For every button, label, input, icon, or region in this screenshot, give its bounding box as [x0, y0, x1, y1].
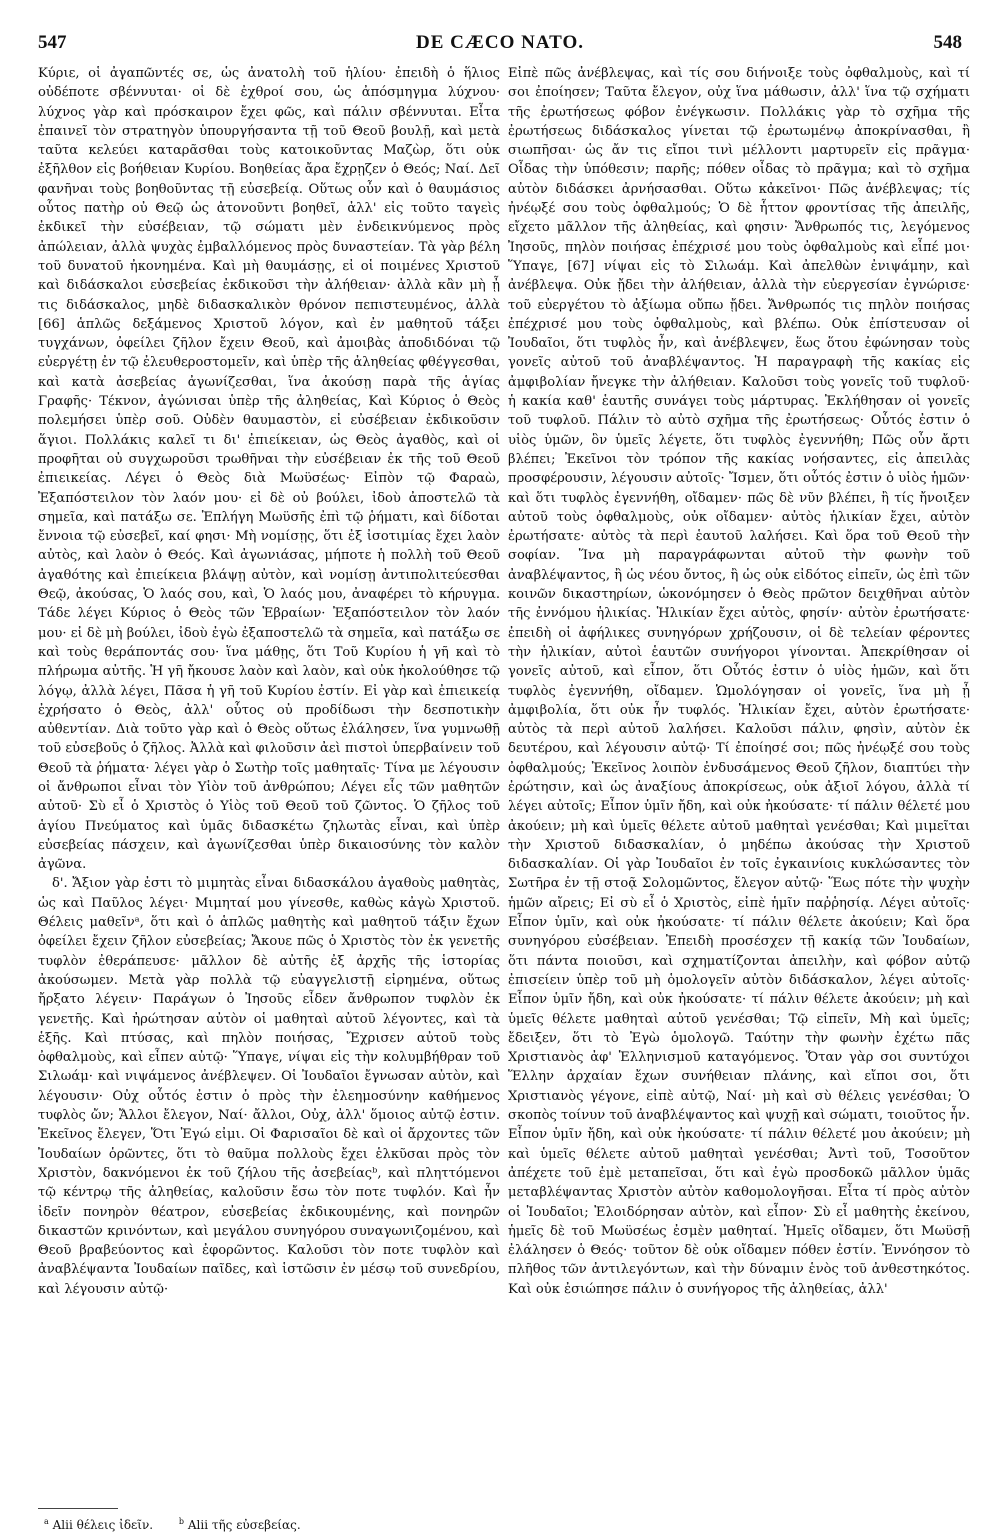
page-number-left: 547: [38, 32, 67, 53]
footnote-rule: [38, 1508, 118, 1509]
paragraph: Κύριε, οἱ ἀγαπῶντές σε, ὡς ἀνατολὴ τοῦ ἡλίου· ἐπειδὴ ὁ ἥλιος οὐδέποτε σβέννυται· οἱ δὲ ἐχθροί σου, ὡς ἀπόσμηγμα λύχνου· λύχνος γὰρ καὶ πρόσκαιρον ἔχει φῶς, καὶ πάλιν σβέννυται. Εἶτα ἐπαινεῖ τὸν στρατηγὸν ὑπουργήσαντα τῇ τοῦ Θεοῦ βουλῇ, καὶ μετὰ ταῦτα κελεύει καταρᾶσθαι τοὺς κατοικοῦντας Μαζὼρ, ὅτι οὐκ ἐξῆλθον εἰς βοήθειαν Κυρίου. Βοηθείας ἄρα ἔχρῃζεν ὁ Θεός; Ναί. Δεῖ φανῆναι τοὺς βοηθοῦντας τῇ εὐσεβείᾳ. Οὕτως οὖν καὶ ὁ θαυμάσιος οὗτος πατὴρ οὐ Θεῷ ὡς ἀτονοῦντι βοηθεῖ, ἀλλ' εἰς τοῦτο ταγεὶς ἐκδικεῖ τὴν εὐσέβειαν, τῷ σώματι μὲν ἐνδεικνύμενος πρὸς ἀπώλειαν, ἀλλὰ ψυχὰς ἐμβαλλόμενος πρὸς δυναστείαν. Τὰ γὰρ βέλη τοῦ δυνατοῦ ἠκονημένα. Καὶ μὴ θαυμάσῃς, εἰ οἱ ποιμένες Χριστοῦ καὶ διδάσκαλοι εὐσεβείας ἐκδικοῦσι τὴν ἀλήθειαν· ἀλλὰ κἂν μὴ ᾖ τις διδάσκαλος, μηδὲ διδασκαλικὸν θρόνον πεπιστευμένος, ἀλλὰ [66] ἁπλῶς δεξάμενος Χριστοῦ λόγον, καὶ ἐν μαθητοῦ τάξει τυγχάνων, ὀφείλει ζῆλον ἔχειν Θεοῦ, καὶ ἀμοιβὰς ἀποδιδόναι τῷ εὐεργέτῃ ἐν τῷ ἐλευθεροστομεῖν, καὶ ὑπὲρ τῆς ἀληθείας φθέγγεσθαι, καὶ κατὰ ἀσεβείας ἀγωνίζεσθαι, ἵνα ἀκούσῃ παρὰ τῆς ἁγίας Γραφῆς· Τέκνον, ἀγώνισαι ὑπὲρ τῆς ἀληθείας, Καὶ Κύριος ὁ Θεὸς πολεμήσει ὑπὲρ σοῦ. Οὐδὲν θαυμαστὸν, εἰ εὐσέβειαν ἐκδικοῦσιν ἅγιοι. Πολλάκις καλεῖ τι δι' ἐπιείκειαν, ὡς Θεὸς ἀγαθὸς, καὶ οἱ προφῆται οὐ συγχωροῦσι τρωθῆναι τὴν εὐσέβειαν ἐκ τῆς τοῦ Θεοῦ ἐπιεικείας. Λέγει ὁ Θεὸς διὰ Μωϋσέως· Εἰπὸν τῷ Φαραὼ, Ἐξαπόστειλον τὸν λαόν μου· εἰ δὲ οὐ βούλει, ἰδοὺ ἀποστελῶ τὰ σημεῖα, καὶ πατάξω σε. Ἐπλήγη Μωϋσῆς ἐπὶ τῷ ῥήματι, καὶ δίδοται ἔννοια τῷ εὐσεβεῖ, καί φησι· Μὴ νομίσῃς, ὅτι ἐξ ἰσοτιμίας ἔχει λαὸν αὐτὸς, καὶ λαὸν ὁ Θεός. Καὶ ἀγωνιάσας, μήποτε ἡ πολλὴ τοῦ Θεοῦ ἀγαθότης καὶ ἐπιείκεια βλάψῃ αὐτὸν, καὶ νομίσῃ ἀντιπολιτεύεσθαι Θεῷ, ἀκούσας, Ὁ λαός σου, καὶ, Ὁ λαός μου, ἀναφέρει τὸ κήρυγμα. Τάδε λέγει Κύριος ὁ Θεὸς τῶν Ἑβραίων· Ἐξαπόστειλον τὸν λαόν μου· εἰ δὲ μὴ βούλει, ἰδοὺ ἐγὼ ἐξαποστελῶ τὰ σημεῖα, καὶ πατάξω σε καὶ τοὺς θεράποντάς σου· ἵνα μάθῃς, ὅτι Τοῦ Κυρίου ἡ γῆ καὶ τὸ πλήρωμα αὐτῆς. Ἡ γῆ ἤκουσε λαὸν καὶ λαὸν, καὶ οὐκ ἠκολούθησε τῷ λόγῳ, ἀλλὰ λέγει, Πᾶσα ἡ γῆ τοῦ Κυρίου ἐστίν. Εἰ γὰρ καὶ ἐπιεικείᾳ ἐχρήσατο ὁ Θεὸς, ἀλλ' οὗτος οὐ προδίδωσι τὴν δεσποτικὴν αὐθεντίαν. Διὰ τοῦτο γὰρ καὶ ὁ Θεὸς οὕτως ἐλάλησεν, ἵνα γυμνωθῇ τοῦ εὐσεβοῦς ὁ ζῆλος. Ἀλλὰ καὶ φιλοῦσιν ἀεὶ πιστοὶ ὑπερβαίνειν τοῦ Θεοῦ τὰ ῥήματα· λέγει γὰρ ὁ Σωτὴρ τοῖς μαθηταῖς· Τίνα με λέγουσιν οἱ ἄνθρωποι εἶναι τὸν Υἱὸν τοῦ ἀνθρώπου; Λέγει εἷς τῶν μαθητῶν αὐτοῦ· Σὺ εἶ ὁ Χριστὸς ὁ Υἱὸς τοῦ Θεοῦ τοῦ ζῶντος. Ὁ ζῆλος τοῦ ἁγίου Πνεύματος καὶ ὑμᾶς διδασκέτω ζηλωτὰς εἶναι, καὶ ὑπὲρ εὐσεβείας πάσχειν, καὶ ἀγωνίζεσθαι ὑπὲρ δικαιοσύνης τὸν καλὸν ἀγῶνα.: [38, 66, 500, 873]
running-title: DE CÆCO NATO.: [415, 32, 584, 53]
paragraph: Εἰπὲ πῶς ἀνέβλεψας, καὶ τίς σου διήνοιξε τοὺς ὀφθαλμοὺς, καὶ τί σοι ἐποίησεν; Ταῦτα ἔλεγον, οὐχ ἵνα μάθωσιν, ἀλλ' ἵνα τῷ σχήματι τῆς ἐρωτήσεως φόβον ἐνέγκωσιν. Πολλάκις γὰρ τὸ σχῆμα τῆς ἐρωτήσεως διδάσκαλος γίνεται τῷ ἐρωτωμένῳ ἀποκρίνασθαι, ἢ σιωπῆσαι· ὡς ἄν τις εἴποι τινὶ μέλλοντι μαρτυρεῖν εἰς πρᾶγμα· Οἶδας τὴν ὑπόθεσιν; παρῆς; πόθεν οἶδας τὸ πρᾶγμα; καὶ τὸ σχῆμα αὐτὸν διδάσκει ἀρνήσασθαι. Οὕτω κἀκεῖνοι· Πῶς ἀνέβλεψας; τίς ἠνέῳξέ σου τοὺς ὀφθαλμούς; Ὁ δὲ ἧττον φροντίσας τῆς ἀπειλῆς, εἴχετο μᾶλλον τῆς ἀληθείας, καὶ φησιν· Ἄνθρωπός τις, λεγόμενος Ἰησοῦς, πηλὸν ποιήσας ἐπέχρισέ μου τοὺς ὀφθαλμοὺς καὶ εἶπέ μοι· Ὕπαγε, [67] νίψαι εἰς τὸ Σιλωάμ. Καὶ ἀπελθὼν ἐνιψάμην, καὶ ἀνέβλεψα. Οὐκ ᾔδει τὴν ἀλήθειαν, ἀλλὰ τὴν εὐεργεσίαν ἐγνώρισε· τοῦ εὐεργέτου τὸ ἀξίωμα οὔπω ᾔδει. Ἄνθρωπός τις πηλὸν ποιήσας ἐπέχρισέ μου τοὺς ὀφθαλμοὺς, καὶ βλέπω. Οὐκ ἐπίστευσαν οἱ Ἰουδαῖοι, ὅτι τυφλὸς ἦν, καὶ ἀνέβλεψεν, ἕως ὅτου ἐφώνησαν τοὺς γονεῖς αὐτοῦ τοῦ ἀναβλέψαντος. Ἡ παραγραφὴ τῆς κακίας εἰς ἀμφιβολίαν ἤνεγκε τὴν ἀλήθειαν. Καλοῦσι τοὺς γονεῖς τοῦ τυφλοῦ· ἡ κακία καθ' ἑαυτῆς συνάγει τοὺς μάρτυρας. Ἐκλήθησαν οἱ γονεῖς τοῦ τυφλοῦ. Πάλιν τὸ αὐτὸ σχῆμα τῆς ἐρωτήσεως· Οὗτός ἐστιν ὁ υἱὸς ὑμῶν, ὃν ὑμεῖς λέγετε, ὅτι τυφλὸς ἐγεννήθη; Πῶς οὖν ἄρτι βλέπει; Ἐκεῖνοι τὸν τρόπον τῆς κακίας νοήσαντες, εἰς ἀπειλὰς προσφέρουσιν, λέγουσιν αὐτοῖς· Ἴσμεν, ὅτι οὗτός ἐστιν ὁ υἱὸς ἡμῶν· καὶ ὅτι τυφλὸς ἐγεννήθη, οἴδαμεν· πῶς δὲ νῦν βλέπει, ἢ τίς ἤνοιξεν αὐτοῦ τοὺς ὀφθαλμοὺς, οὐκ οἴδαμεν· αὐτὸς ἡλικίαν ἔχει, αὐτὸν ἐρωτήσατε· αὐτὸς τὰ περὶ ἑαυτοῦ λαλήσει. Καὶ ὅρα τοῦ Θεοῦ τὴν σοφίαν. Ἵνα μὴ παραγράφωνται αὐτοῦ τὴν φωνὴν τοῦ ἀναβλέψαντος, ἢ ὡς νέου ὄντος, ἢ ὡς οὐκ εἰδότος εἰπεῖν, ὡς ἐπὶ τῶν κοινῶν δικαστηρίων, ὡκονόμησεν ὁ Θεὸς πρῶτον δειχθῆναι αὐτὸν τῆς ἐννόμου ἡλικίας. Ἡλικίαν ἔχει αὐτὸς, φησίν· αὐτὸν ἐρωτήσατε· ἐπειδὴ οἱ ἀφήλικες συνηγόρων χρήζουσιν, οἱ δὲ τελείαν φέροντες τὴν ἡλικίαν, αὐτοὶ ἑαυτῶν συνήγοροι γίνονται. Ἀπεκρίθησαν οἱ γονεῖς αὐτοῦ, καὶ εἶπον, ὅτι Οὗτός ἐστιν ὁ υἱὸς ἡμῶν, καὶ ὅτι τυφλὸς ἐγεννήθη, οἴδαμεν. Ὡμολόγησαν οἱ γονεῖς, ἵνα μὴ ᾖ ἀμφιβολία, ὅτι οὐκ ἦν τυφλός. Ἡλικίαν ἔχει, αὐτὸν ἐρωτήσατε· αὐτὸς τὰ περὶ αὐτοῦ λαλήσει. Καλοῦσι πάλιν, φησὶν, αὐτὸν ἐκ δευτέρου, καὶ λέγουσιν αὐτῷ· Τί ἐποίησέ σοι; πῶς ἠνέῳξέ σου τοὺς ὀφθαλμούς; Ἐκεῖνος λοιπὸν ἐνδυσάμενος Θεοῦ ζῆλον, διαπτύει τὴν ἐρώτησιν, καὶ ὡς ἀναξίους ἀποκρίσεως, οὐκ ἀξιοῖ λόγου, ἀλλὰ τί λέγει αὐτοῖς; Εἶπον ὑμῖν ἤδη, καὶ οὐκ ἠκούσατε· τί πάλιν θέλετέ μου ἀκούειν; μὴ καὶ ὑμεῖς θέλετε αὐτοῦ μαθηταὶ γενέσθαι; Καὶ μιμεῖται τὴν Χριστοῦ διδασκαλίαν, ὁ μηδέπω ἀκούσας τὴν Χριστοῦ διδασκαλίαν. Οἱ γὰρ Ἰουδαῖοι ἐν τοῖς ἐγκαινίοις κυκλώσαντες τὸν Σωτῆρα ἐν τῇ στοᾷ Σολομῶντος, ἔλεγον αὐτῷ· Ἕως πότε τὴν ψυχὴν ἡμῶν αἴρεις; Εἰ σὺ εἶ ὁ Χριστὸς, εἰπὲ ἡμῖν παῤῥησίᾳ. Λέγει αὐτοῖς· Εἶπον ὑμῖν, καὶ οὐκ ἠκούσατε· τί πάλιν θέλετε ἀκούειν; Καὶ ὅρα συνηγόρου εὐσέβειαν. Ἐπειδὴ προσέσχεν τῇ κακίᾳ τῶν Ἰουδαίων, ὅτι πάντα ποιοῦσι, καὶ σχηματίζονται ἀπειλὴν, καὶ φόβον αὐτῷ ἐπισείειν ὑπὲρ τοῦ μὴ ὁμολογεῖν αὐτὸν διδάσκαλον, λέγει αὐτοῖς· Εἶπον ὑμῖν ἤδη, καὶ οὐκ ἠκούσατε· τί πάλιν θέλετε ἀκούειν; μὴ καὶ ὑμεῖς θέλετε μαθηταὶ αὐτοῦ γενέσθαι; Τῷ εἰπεῖν, Μὴ καὶ ὑμεῖς; ἔδειξεν, ὅτι τὸ Ἐγὼ ὁμολογῶ. Ταύτην τὴν φωνὴν ἐχέτω πᾶς Χριστιανὸς ἀφ' Ἑλληνισμοῦ καταγόμενος. Ὅταν γὰρ σοι συντύχοι Ἕλλην ἀρχαίαν ἔχων συνήθειαν πλάνης, καὶ εἴποι σοι, ὅτι Χριστιανὸς γέγονε, εἰπὲ αὐτῷ, Ναί· μὴ καὶ σὺ θέλεις γενέσθαι; Ὁ σκοπὸς τοίνυν τοῦ ἀναβλέψαντος καὶ ψυχῇ καὶ σώματι, τοιοῦτος ἦν. Εἶπον ὑμῖν ἤδη, καὶ οὐκ ἠκούσατε· τί πάλιν θέλετέ μου ἀκούειν; μὴ καὶ ὑμεῖς θέλετε αὐτοῦ μαθηταὶ γενέσθαι; Ἀντὶ τοῦ, Τοσοῦτον ἀπέχετε τοῦ ἐμὲ μεταπεῖσαι, ὅτι καὶ ἐγὼ προσδοκῶ μᾶλλον ὑμᾶς μεταβλέψαντας Χριστὸν αὐτὸν καθομολογῆσαι. Εἶτα τί πρὸς αὐτὸν οἱ Ἰουδαῖοι; Ἐλοιδόρησαν αὐτὸν, καὶ εἶπον· Σὺ εἶ μαθητὴς ἐκείνου, ἡμεῖς δὲ τοῦ Μωϋσέως ἐσμὲν μαθηταί. Ἡμεῖς οἴδαμεν, ὅτι Μωϋσῇ ἐλάλησεν ὁ Θεός· τοῦτον δὲ οὐκ οἴδαμεν πόθεν ἐστίν. Ἐννόησον τὸ πλῆθος τῶν ἀντιλεγόντων, καὶ τὴν δύναμιν ἑνὸς τοῦ ἀνθεστηκότος. Καὶ οὐκ ἐσιώπησε πάλιν ὁ συνήγορος τῆς ἀληθείας, ἀλλ': [508, 66, 970, 1297]
footnote-mark: a: [44, 1517, 49, 1526]
footnote-mark: b: [178, 1517, 185, 1526]
footnote-text: Alii τῆς εὐσεβείας.: [187, 1518, 301, 1532]
footnote: [44, 1518, 153, 1532]
paragraph: δ'. Ἄξιον γὰρ ἐστι τὸ μιμητὰς εἶναι διδασκάλου ἀγαθοὺς μαθητὰς, ὡς καὶ Παῦλος λέγει· Μιμηταί μου γίνεσθε, καθὼς κἀγὼ Χριστοῦ. Θέλεις μαθεῖνᵃ, ὅτι καὶ ὁ ἁπλῶς μαθητὴς καὶ μαθητοῦ τάξιν ἔχων ὀφείλει ἔχειν ζῆλον εὐσεβείας; Ἄκουε πῶς ὁ Χριστὸς τὸν ἐκ γενετῆς τυφλὸν ἐθεράπευσε· μᾶλλον δὲ αὐτῆς ἐξ ἀρχῆς τῆς ἱστορίας ἀκούσωμεν. Μετὰ γὰρ πολλὰ τῷ εὐαγγελιστῇ εἰρημένα, οὕτως ἤρξατο λέγειν· Παράγων ὁ Ἰησοῦς εἶδεν ἄνθρωπον τυφλὸν ἐκ γενετῆς. Καὶ ἠρώτησαν αὐτὸν οἱ μαθηταὶ αὐτοῦ λέγοντες, καὶ τὰ ἑξῆς. Καὶ πτύσας, καὶ πηλὸν ποιήσας, Ἔχρισεν αὐτοῦ τοὺς ὀφθαλμοὺς, καὶ εἶπεν αὐτῷ· Ὕπαγε, νίψαι εἰς τὴν κολυμβήθραν τοῦ Σιλωάμ· καὶ νιψάμενος ἀνέβλεψεν. Οἱ Ἰουδαῖοι ἔγνωσαν αὐτὸν, καὶ λέγουσιν· Οὐχ οὗτός ἐστιν ὁ πρὸς τὴν ἐλεημοσύνην καθήμενος τυφλὸς ὤν; Ἄλλοι ἔλεγον, Ναί· ἄλλοι, Οὐχ, ἀλλ' ὅμοιος αὐτῷ ἐστιν. Ἐκεῖνος ἔλεγεν, Ὅτι Ἐγώ εἰμι. Οἱ Φαρισαῖοι δὲ καὶ οἱ ἄρχοντες τῶν Ἰουδαίων ὁρῶντες, ὅτι τὸ θαῦμα πολλοὺς ἔχει ἑλκῦσαι πρὸς τὸν Χριστὸν, δακνόμενοι ἐκ τοῦ ζήλου τῆς ἀσεβείαςᵇ, καὶ πληττόμενοι τῷ κέντρῳ τῆς ἀληθείας, καλοῦσιν ἔσω τὸν ποτε τυφλόν. Καὶ ἦν ἰδεῖν πονηρὸν θέατρον, εὐσεβείας ἐκδικουμένης, καὶ πονηρῶν δικαστῶν κρινόντων, καὶ μεγάλου συνηγόρου συναγωνιζομένου, καὶ Θεοῦ βραβεύοντος καὶ ἐφορῶντος. Καλοῦσι τὸν ποτε τυφλὸν καὶ ἀναβλέψαντα Ἰουδαίων παῖδες, καὶ ἱστῶσιν ἐν μέσῳ τοῦ συνεδρίου, καὶ λέγουσιν αὐτῷ·: [38, 876, 500, 1297]
footnote-text: Alii θέλεις ἰδεῖν.: [52, 1518, 154, 1532]
left-column: [38, 64, 500, 1480]
right-column: [508, 64, 970, 1480]
footnote: [179, 1518, 301, 1532]
running-header: [38, 32, 962, 58]
footnotes: [44, 1514, 484, 1533]
page-number-right: 548: [933, 32, 962, 53]
